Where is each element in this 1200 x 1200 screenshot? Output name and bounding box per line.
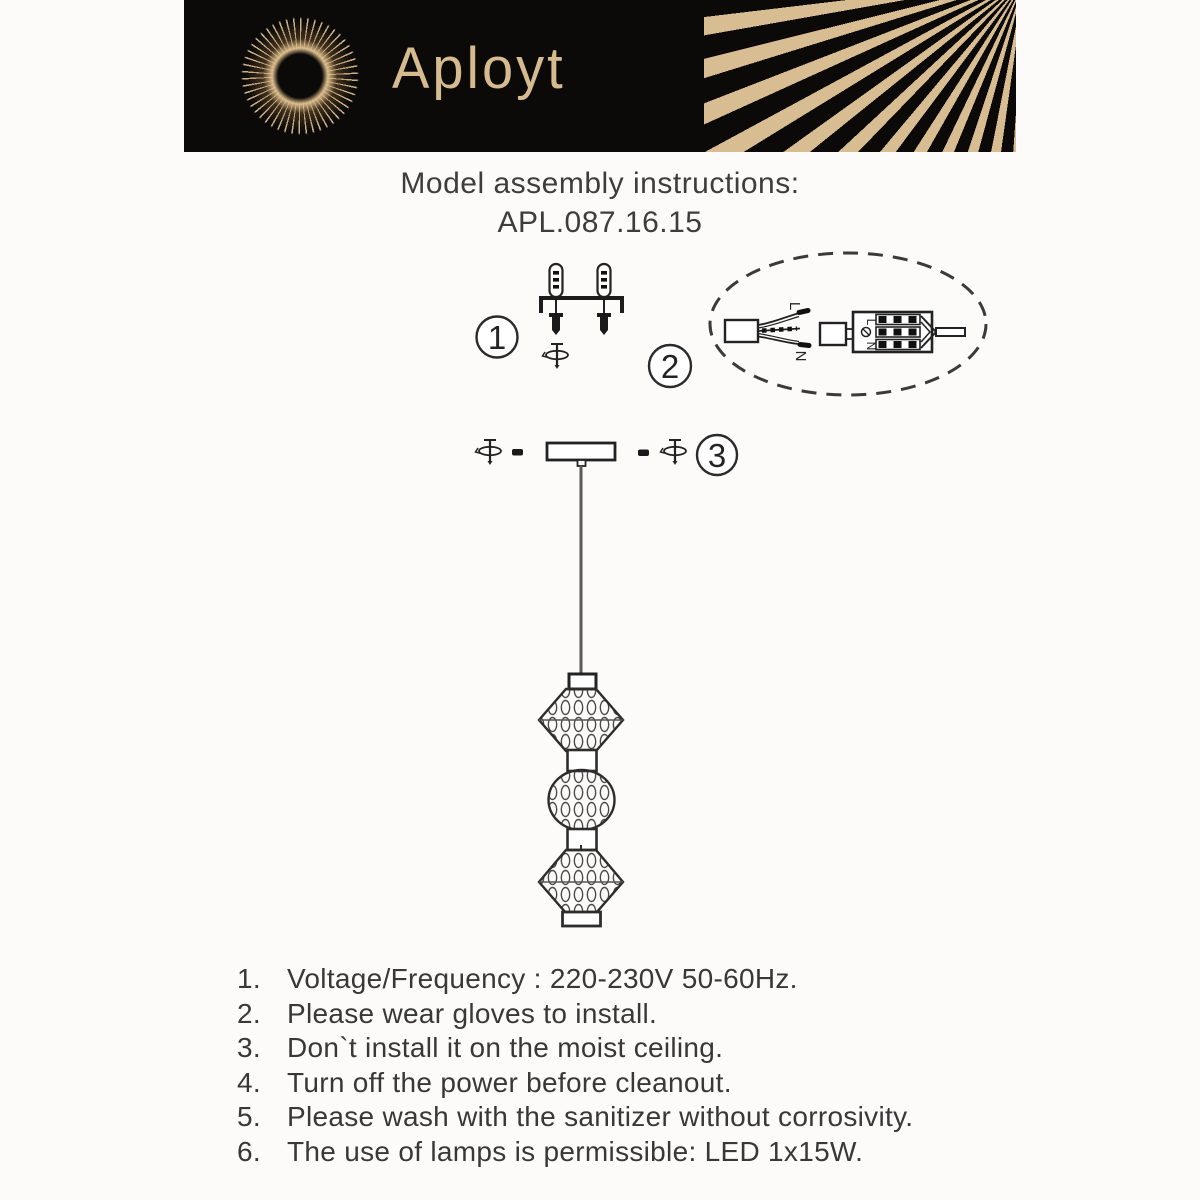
terminal-block-icon xyxy=(820,312,965,352)
bottom-cap xyxy=(563,912,601,926)
pendant-lamp xyxy=(539,674,623,926)
model-number: APL.087.16.15 xyxy=(497,206,703,239)
list-item xyxy=(237,1066,913,1101)
list-item-number: 3. xyxy=(237,1032,261,1063)
output-wire-icon xyxy=(936,328,965,336)
list-item xyxy=(237,1135,913,1170)
list-item xyxy=(237,997,913,1032)
step3-group xyxy=(476,435,738,676)
list-item-text: The use of lamps is permissible: LED 1x15W. xyxy=(287,1135,864,1167)
list-item xyxy=(237,962,913,997)
cable-connector xyxy=(569,674,596,689)
screw-head-icon xyxy=(638,450,649,457)
list-item-text: Turn off the power before cleanout. xyxy=(287,1066,732,1098)
spacer-tube xyxy=(568,750,597,771)
step3-marker xyxy=(697,435,737,475)
step1-number: 1 xyxy=(487,319,507,356)
list-item-text: Please wash with the sanitizer without corrosivity. xyxy=(287,1101,914,1132)
wall-anchor-icon xyxy=(597,313,611,335)
screw-rotation-icon xyxy=(476,439,502,465)
assembly-diagram xyxy=(0,240,1200,940)
crystal-sphere-shade xyxy=(549,770,615,830)
screw-rotation-icon xyxy=(661,439,687,465)
block-label-n: N xyxy=(864,341,878,351)
sunburst-icon xyxy=(233,9,367,143)
supply-cable-icon xyxy=(725,311,809,346)
step1-marker xyxy=(477,317,518,358)
wire-label-n: N xyxy=(792,350,809,362)
corner-rays-icon xyxy=(704,0,1016,152)
instructions-list xyxy=(237,962,913,1169)
wire-label-l: L xyxy=(786,301,803,311)
list-item xyxy=(237,1031,913,1066)
wire-ferrule-icon xyxy=(799,311,808,313)
list-item-number: 6. xyxy=(237,1135,261,1167)
expansion-screw-icon xyxy=(598,264,611,313)
step2-marker xyxy=(649,345,691,387)
ceiling-canopy-icon xyxy=(547,443,615,460)
brand-name: Aployt xyxy=(392,34,566,101)
expansion-screw-icon xyxy=(550,264,563,313)
block-label-l: L xyxy=(864,318,878,326)
list-item xyxy=(237,1100,913,1135)
step2-group xyxy=(649,253,986,395)
screw-rotation-icon xyxy=(543,343,569,369)
list-item-text: Don`t install it on the moist ceiling. xyxy=(287,1032,724,1063)
list-item-number: 1. xyxy=(237,963,261,994)
list-item-text: Voltage/Frequency : 220-230V 50-60Hz. xyxy=(287,963,798,994)
title-block xyxy=(0,164,1200,242)
page-title: Model assembly instructions: xyxy=(400,167,800,200)
list-item-number: 4. xyxy=(237,1066,261,1098)
mounting-bar-icon xyxy=(541,298,622,313)
screw-head-icon xyxy=(512,449,523,456)
list-item-number: 2. xyxy=(237,997,261,1029)
canopy-nub xyxy=(578,460,586,466)
list-item-number: 5. xyxy=(237,1101,261,1132)
step2-number: 2 xyxy=(660,348,680,385)
sunburst-glow xyxy=(233,9,367,143)
step3-number: 3 xyxy=(707,437,727,474)
step1-group xyxy=(477,264,623,369)
brand-banner xyxy=(184,0,1016,152)
wall-anchor-icon xyxy=(549,313,563,335)
list-item-text: Please wear gloves to install. xyxy=(287,997,658,1029)
wire-ferrule-icon xyxy=(800,345,809,346)
